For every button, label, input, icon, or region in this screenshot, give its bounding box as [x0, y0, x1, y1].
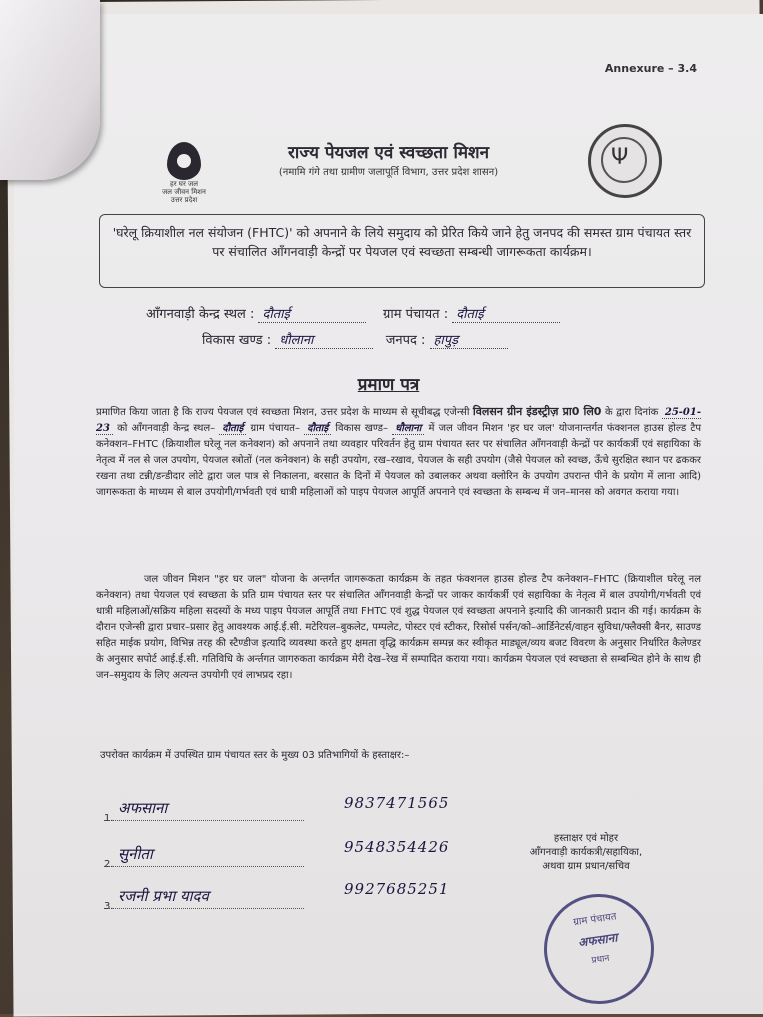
vikas-value: धौलाना: [275, 330, 373, 349]
sign-block-line1: हस्ताक्षर एवं मोहर: [553, 833, 619, 844]
document-page: [14, 14, 763, 1014]
signature-line-3: [104, 886, 304, 912]
stamp-signature: अफसाना: [577, 930, 619, 950]
program-title-box: 'घरेलू क्रियाशील नल संयोजन (FHTC)' को अपनाने के लिये समुदाय को प्रेरित किये जाने हेतु जनपद की समस्त ग्राम पंचायत स्तर पर संचालित आँगनवाड़ी केन्द्रों पर पेयजल एवं स्वच्छता सम्बन्धी जागरूकता कार्यक्रम।: [99, 214, 705, 288]
signature-phone-3: 9927685251: [344, 880, 450, 898]
paragraph-2: जल जीवन मिशन "हर घर जल" योजना के अन्तर्गत जागरूकता कार्यक्रम के तहत फंक्शनल हाउस होल्ड टैप कनेक्शन–FHTC (क्रियाशील घरेलू नल कनेक्शन) तथा पेयजल एवं स्वच्छता के प्रति ग्राम पंचायत स्तर पर संचालित आँगनवाड़ी केन्द्रों पर जाकर कार्यकर्त्री एवं सहायिका के नेतृत्व में बाल उपयोगी/गर्भवती एवं धात्री महिलाओं/सक्रिय महिला सदस्यों के मध्य पाइप पेयजल आपूर्ति तथा FHTC एवं शुद्ध पेयजल एवं स्वच्छता अपनाने इत्यादि की जानकारी प्रदान की गई। कार्यक्रम के दौरान एजेन्सी द्वारा प्रचार–प्रसार हेतु आवश्यक आई.ई.सी. मटेरियल–बुकलेट, पम्पलेट, पोस्टर एवं स्टीकर, रिसोर्स पर्सन/को–आर्डिनेटर्स/वाहन सुविधा/फ्लैक्सी बैनर, साउण्ड सहित माईक प्रयोग, विभिन्न तरह की स्टैण्डीज इत्यादि व्यवस्था करते हुए क्षमता वृद्धि कार्यक्रम सम्पन्न कर स्वीकृत माड्यूल/व्यय बजट विवरण के अनुसार निर्धारित कैलेण्डर के अनुसार सपोर्ट आई.ई.सी. गतिविधि के अर्न्तगत जागरुकता कार्यक्रम मेरी देख–रेख में सम्पादित कराया गया। कार्यक्रम पेयजल एवं स्वच्छता से सम्बन्धित होने के साथ ही जन–समुदाय के लिए अत्यन्त उपयोगी एवं लाभप्रद रहा।: [96, 574, 701, 681]
signature-line-2: [104, 844, 304, 870]
header-title: राज्य पेयजल एवं स्वच्छता मिशन: [287, 143, 490, 163]
site-value: दौताई: [219, 423, 246, 435]
anganwadi-label: आँगनवाड़ी केन्द्र स्थल :: [146, 307, 255, 322]
page-curl: [0, 0, 100, 180]
sign-block-line2: आँगनवाड़ी कार्यकत्री/सहायिका,: [529, 847, 643, 858]
logo-line1: हर घर जल: [170, 180, 198, 188]
stamp-top-text: ग्राम पंचायत: [572, 911, 618, 929]
logo-line2: जल जीवन मिशन: [162, 188, 206, 196]
para1-text-b: के द्वारा दिनांक: [604, 407, 659, 418]
gram-value: दौताई: [452, 304, 560, 323]
program-date: 25-01-23: [96, 407, 701, 434]
field-row-1: [146, 304, 560, 323]
vikas-label: विकास खण्ड :: [202, 333, 272, 348]
paragraph-1: [96, 404, 701, 501]
signature-phone-2: 9548354426: [344, 838, 450, 856]
agency-name: विलसन ग्रीन इंडस्ट्रीज़ प्रा0 लि0: [472, 405, 602, 418]
signature-number: 2.: [104, 859, 114, 870]
para1-text-e: विकास खण्ड–: [335, 423, 388, 434]
para1-text-f: में जल जीवन मिशन 'हर घर जल' योजनान्तर्गत फंक्शनल हाउस होल्ड टैप कनेक्शन–FHTC (क्रियाशील घरेलू नल कनेक्शन) को अपनाने तथा व्यवहार परिवर्तन हेतु ग्राम पंचायत स्तर पर संचालित आँगनवाड़ी केन्द्रों पर कार्यकर्त्री एवं सहायिका के नेतृत्व में नल से जल उपयोग, पेयजल स्त्रोतों (नल कनेक्शन) के सही उपयोग, रख–रखाव, पेयजल के सही उपयोग (जैसे पेयजल को स्वच्छ, ऊँचे सुरक्षित स्थान पर ढककर रखना तथा टन्नी/डन्डीदार लोटे द्वारा जल पात्र से निकालना, बरसात के दिनों में पेयजल को उबालकर अथवा क्लोरिन के उपयोग उपरान्त पीने के प्रयोग में लाना आदि) जागरूकता के माध्यम से बाल उपयोगी/गर्भवती एवं धात्री महिलाओं को पाइप पेयजल आपूर्ति अपनाने एवं स्वच्छता के सम्बन्ध में जन–मानस को अवगत कराया गया।: [96, 423, 702, 498]
signature-phone-1: 9837471565: [344, 794, 450, 812]
gram-label: ग्राम पंचायत :: [383, 307, 449, 322]
village-value: दौताई: [304, 423, 331, 435]
sign-block-line3: अथवा ग्राम प्रधान/सचिव: [542, 861, 630, 872]
header-subtitle: (नमामि गंगे तथा ग्रामीण जलापूर्ति विभाग, उत्तर प्रदेश शासन): [278, 167, 499, 178]
signature-name: रजनी प्रभा यादव: [118, 887, 209, 905]
para1-text-a: प्रमाणित किया जाता है कि राज्य पेयजल एवं स्वच्छता मिशन, उत्तर प्रदेश के माध्यम से सूचीबद्ध एजेन्सी: [96, 407, 470, 418]
up-govt-emblem-icon: Ψ: [588, 124, 662, 198]
signature-line-1: [104, 798, 304, 824]
signature-number: 3.: [104, 901, 114, 912]
logo-line3: उत्तर प्रदेश: [170, 196, 198, 204]
anganwadi-value: दौताई: [258, 304, 366, 323]
para1-text-c: को आँगनवाड़ी केन्द्र स्थल–: [117, 423, 216, 434]
annexure-label: Annexure – 3.4: [604, 62, 697, 75]
signature-number: 1.: [104, 813, 114, 824]
sign-and-seal-block: [486, 832, 686, 874]
signature-intro: उपरोक्त कार्यक्रम में उपस्थित ग्राम पंचायत स्तर के मुख्य 03 प्रतिभागियों के हस्ताक्षर:–: [100, 750, 410, 761]
janpad-value: हापुड़: [430, 330, 508, 349]
field-row-2: [202, 330, 508, 349]
stamp-role: प्रधान: [590, 953, 611, 967]
panchayat-stamp: [537, 887, 661, 1011]
signature-name: अफसाना: [118, 799, 168, 817]
janpad-label: जनपद :: [385, 333, 426, 348]
para1-text-d: ग्राम पंचायत–: [250, 423, 300, 434]
block-value: धौलाना: [392, 423, 424, 435]
signature-name: सुनीता: [118, 845, 153, 863]
certificate-title: प्रमाण पत्र: [357, 375, 420, 395]
